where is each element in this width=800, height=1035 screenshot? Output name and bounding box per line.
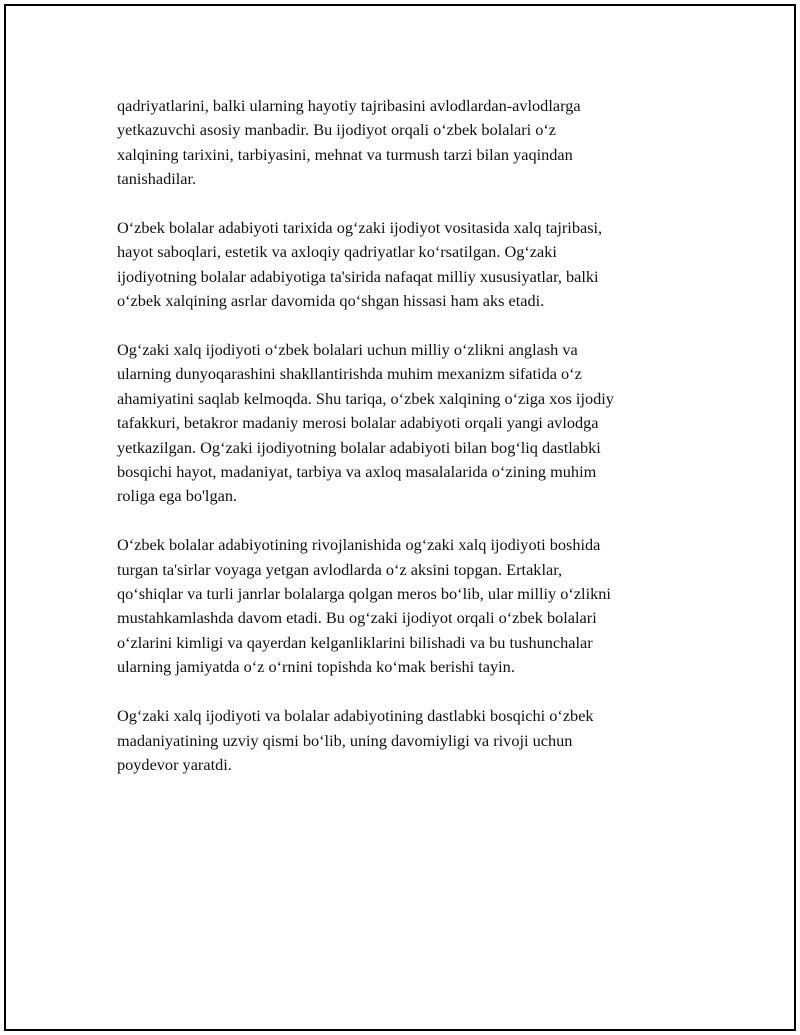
paragraph-2: Oʻzbek bolalar adabiyoti tarixida ogʻzaki ijodiyot vositasida xalq tajribasi, hayot saboqlari, estetik va axloqiy qadriyatlar koʻrsatilgan. Ogʻzaki ijodiyotning bolalar adabiyotiga ta'sirida nafaqat milliy xususiyatlar, balki oʻzbek xalqining asrlar davomida qoʻshgan hissasi ham aks etadi. (117, 218, 603, 311)
paragraph-5: Ogʻzaki xalq ijodiyoti va bolalar adabiyotining dastlabki bosqichi oʻzbek madaniyatining uzviy qismi boʻlib, uning davomiyligi va rivoji uchun poydevor yaratdi. (117, 706, 594, 774)
paragraph-3: Ogʻzaki xalq ijodiyoti oʻzbek bolalari uchun milliy oʻzlikni anglash va ularning dunyoqarashini shakllantirishda muhim mexanizm sifatida oʻz ahamiyatini saqlab kelmoqda. Shu tariqa, oʻzbek xalqining oʻziga xos ijodiy tafakkuri, betakror madaniy merosi bolalar adabiyoti orqali yangi avlodga yetkazilgan. Ogʻzaki ijodiyotning bolalar adabiyoti bilan bogʻliq dastlabki bosqichi hayot, madaniyat, tarbiya va axloq masalalarida oʻzining muhim roliga ega bo'lgan. (117, 340, 614, 506)
paragraph-1: qadriyatlarini, balki ularning hayotiy tajribasini avlodlardan-avlodlarga yetkazuvchi asosiy manbadir. Bu ijodiyot orqali oʻzbek bolalari oʻz xalqining tarixini, tarbiyasini, mehnat va turmush tarzi bilan yaqindan tanishadilar. (117, 96, 581, 189)
text-body (117, 94, 687, 802)
paragraph-4: Oʻzbek bolalar adabiyotining rivojlanishida ogʻzaki xalq ijodiyoti boshida turgan ta'sirlar voyaga yetgan avlodlarda oʻz aksini topgan. Ertaklar, qoʻshiqlar va turli janrlar bolalarga qolgan meros boʻlib, ular milliy oʻzlikni mustahkamlashda davom etadi. Bu ogʻzaki ijodiyot orqali oʻzbek bolalari oʻzlarini kimligi va qayerdan kelganliklarini bilishadi va bu tushunchalar ularning jamiyatda oʻz oʻrnini topishda koʻmak berishi tayin. (117, 535, 611, 677)
